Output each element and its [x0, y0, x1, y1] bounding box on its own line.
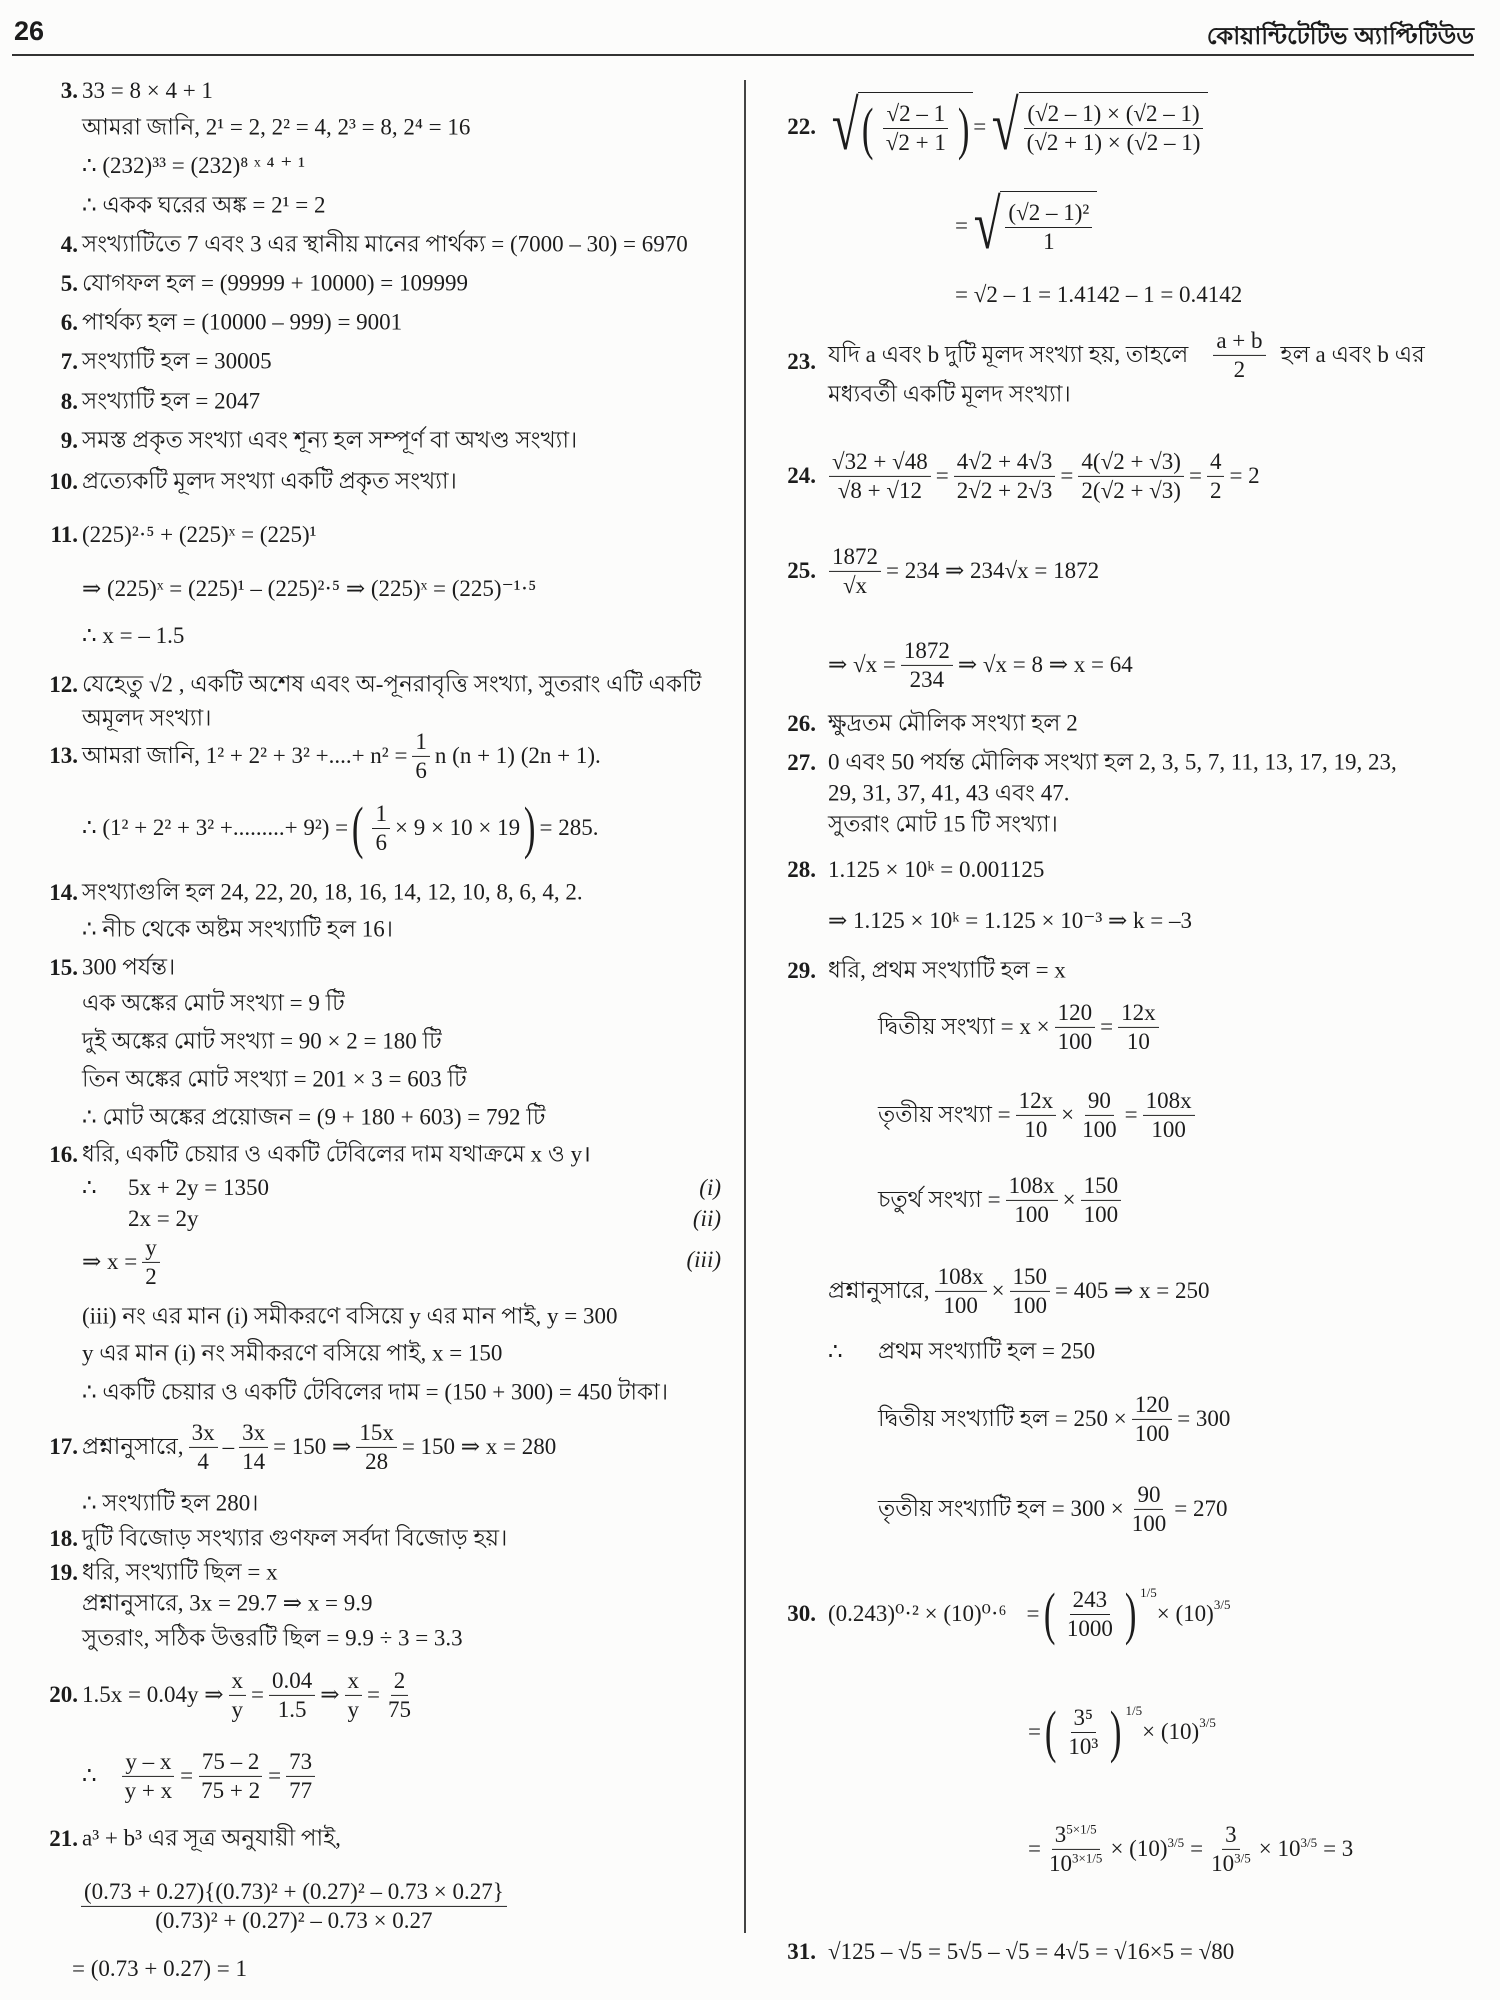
equals: = [1124, 1102, 1138, 1127]
answer-line: তিন অঙ্কের মোট সংখ্যা = 201 × 3 = 603 টি [82, 1066, 467, 1092]
fraction [1046, 1821, 1105, 1877]
answer-line: মধ্যবর্তী একটি মূলদ সংখ্যা। [828, 381, 1071, 407]
square-root [986, 92, 1208, 162]
numerator: 3 [1222, 1821, 1240, 1850]
text: হল a এবং b এর [1280, 341, 1425, 367]
equals: = [1028, 1836, 1041, 1861]
item-number: 10. [49, 469, 78, 494]
right-paren: ) [1124, 1581, 1137, 1646]
numerator: 1872 [901, 637, 953, 666]
fraction [286, 1748, 315, 1804]
exponent: 3/5 [1167, 1834, 1185, 1850]
item-number: 27. [787, 750, 816, 775]
denominator: 2(√2 + √3) [1081, 477, 1181, 503]
text: = 270 [1174, 1496, 1228, 1521]
answer-line: প্রশ্নানুসারে, 3x = 29.7 ⇒ x = 9.9 [82, 1590, 373, 1616]
fraction [229, 1667, 247, 1723]
answer-line: ⇒ (225)ˣ = (225)¹ – (225)²·⁵ ⇒ (225)ˣ = (225)⁻¹·⁵ [82, 576, 537, 601]
answer-line: = (0.73 + 0.27) = 1 [72, 1956, 247, 1981]
equals: = [1060, 463, 1074, 488]
equals: = [180, 1763, 194, 1788]
text: × 9 × 10 × 19 [394, 815, 521, 840]
answer-line [824, 448, 1260, 504]
answer-line: সংখ্যাগুলি হল 24, 22, 20, 18, 16, 14, 12, 10, 8, 6, 4, 2. [82, 879, 583, 905]
denominator: (0.73)² + (0.27)² – 0.73 × 0.27 [155, 1907, 433, 1933]
item-number: 5. [60, 271, 78, 296]
answer-line: সুতরাং মোট 15 টি সংখ্যা। [828, 811, 1058, 837]
answer-line: এক অঙ্কের মোট সংখ্যা = 9 টি [82, 990, 345, 1016]
denominator: 77 [289, 1777, 313, 1803]
text: × (10) [1110, 1836, 1168, 1861]
denominator: y [231, 1696, 243, 1722]
answer-line: 1.125 × 10ᵏ = 0.001125 [828, 857, 1045, 882]
fraction [142, 1234, 160, 1290]
answer-line [878, 1087, 1200, 1143]
numerator: 243 [1070, 1586, 1111, 1615]
text: আমরা জানি, 1² + 2² + 3² +....+ n² = [82, 742, 408, 768]
numerator: 150 [1010, 1263, 1051, 1292]
fraction [122, 1748, 175, 1804]
answer-line [878, 1481, 1227, 1537]
answer-line: সংখ্যাটি হল = 30005 [82, 348, 272, 374]
text: = 150 ⇒ x = 280 [401, 1434, 557, 1459]
numerator: 3x [239, 1419, 268, 1448]
answer-line: প্রত্যেকটি মূলদ সংখ্যা একটি প্রকৃত সংখ্যা। [82, 468, 457, 494]
item-number: 9. [60, 428, 78, 453]
answer-line [1028, 1699, 1216, 1764]
fraction [954, 448, 1056, 504]
left-paren: ( [1044, 1699, 1057, 1764]
answer-line: = √2 – 1 = 1.4142 – 1 = 0.4142 [955, 282, 1243, 307]
numerator: 15x [356, 1419, 397, 1448]
numerator: 108x [935, 1263, 987, 1292]
item-number: 19. [49, 1560, 78, 1585]
answer-line: ∴ সংখ্যাটি হল 280। [82, 1490, 259, 1516]
fraction [1006, 1172, 1058, 1228]
numerator: 12x [1016, 1087, 1057, 1116]
numerator: y – x [122, 1748, 174, 1777]
item-number: 11. [50, 522, 78, 547]
item-number: 21. [49, 1826, 78, 1851]
equals: = [1190, 1836, 1204, 1861]
book-title: কোয়ান্টিটেটিভ অ্যাপ্টিটিউড [1206, 23, 1474, 50]
fraction [189, 1419, 218, 1475]
numerator: 1872 [829, 543, 881, 572]
denominator: 6 [415, 757, 427, 783]
item-number: 13. [49, 743, 78, 768]
numerator: 90 [1085, 1087, 1114, 1116]
answer-line: দুটি বিজোড় সংখ্যার গুণফল সর্বদা বিজোড় হয়। [82, 1525, 508, 1551]
numerator: 75 – 2 [199, 1748, 263, 1777]
numerator: √ (√2 – 1) × (√2 – 1) [1024, 100, 1202, 129]
denominator: 75 + 2 [201, 1777, 261, 1803]
item-number: 7. [60, 349, 78, 374]
fraction [1065, 1704, 1101, 1760]
answer-line [878, 1391, 1230, 1447]
denominator: 100 [1082, 1116, 1117, 1142]
denominator: 28 [365, 1448, 389, 1474]
therefore-symbol: ∴ [82, 1175, 97, 1200]
therefore-symbol: ∴ [828, 1339, 843, 1364]
text: = 300 [1177, 1406, 1231, 1431]
item-number: 8. [60, 389, 78, 414]
numerator: 108x [1006, 1172, 1058, 1201]
numerator: 150 [1081, 1172, 1122, 1201]
answer-line: সমস্ত প্রকৃত সংখ্যা এবং শূন্য হল সম্পূর্ণ বা অখণ্ড সংখ্যা। [82, 427, 578, 453]
equals: = [955, 213, 968, 238]
numerator: 108x [1143, 1087, 1195, 1116]
item-number: 3. [60, 78, 78, 103]
denominator: 75 [388, 1696, 411, 1722]
answer-line: ∴ x = – 1.5 [82, 623, 185, 648]
answer-line: ⇒ 1.125 × 10ᵏ = 1.125 × 10⁻³ ⇒ k = –3 [828, 908, 1192, 933]
times: × [1061, 1102, 1075, 1127]
numerator: 2 [391, 1667, 409, 1696]
numerator: 120 [1055, 999, 1096, 1028]
fraction [198, 1748, 263, 1804]
item-number: 4. [60, 232, 78, 257]
answer-line: ∴ (232)³³ = (232)⁸ ˣ ⁴ ⁺ ¹ [82, 153, 306, 178]
text: (0.243)⁰·² × (10)⁰·⁶ [828, 1601, 1007, 1626]
text: তৃতীয় সংখ্যা = [878, 1101, 1011, 1127]
fraction [1118, 999, 1159, 1055]
text: = 2 [1229, 463, 1260, 488]
fraction [829, 543, 881, 599]
answer-line [82, 1748, 320, 1804]
numerator: x [229, 1667, 247, 1696]
text: n (n + 1) (2n + 1). [434, 743, 601, 768]
numerator: 120 [1132, 1391, 1173, 1420]
fraction [1016, 1087, 1057, 1143]
equals: = [367, 1682, 380, 1707]
exponent: 3×1/5 [1071, 1849, 1103, 1865]
item-number: 24. [787, 463, 816, 488]
answer-line [826, 92, 1208, 162]
answer-line [1028, 1821, 1353, 1877]
numerator: 4(√2 + √3) [1078, 448, 1184, 477]
denominator: 100 [943, 1292, 978, 1318]
numerator: 1 [372, 800, 390, 829]
text: প্রশ্নানুসারে, [828, 1277, 930, 1303]
fraction [1213, 327, 1265, 383]
answer-line: আমরা জানি, 2¹ = 2, 2² = 4, 2³ = 8, 2⁴ = 16 [82, 114, 471, 140]
numerator: 73 [286, 1748, 315, 1777]
answer-line: 0 এবং 50 পর্যন্ত মৌলিক সংখ্যা হল 2, 3, 5, 7, 11, 13, 17, 19, 23, [828, 749, 1397, 775]
square-root [826, 92, 973, 162]
fraction [1079, 1087, 1120, 1143]
answer-line [828, 637, 1133, 693]
fraction [1143, 1087, 1195, 1143]
answer-line [824, 543, 1099, 599]
item-number: 25. [787, 558, 816, 583]
fraction [239, 1419, 268, 1475]
answer-line: সুতরাং, সঠিক উত্তরটি ছিল = 9.9 ÷ 3 = 3.3 [82, 1625, 463, 1651]
answer-line: ∴ একটি চেয়ার ও একটি টেবিলের দাম = (150 + 300) = 450 টাকা। [82, 1379, 669, 1405]
text: = 405 ⇒ x = 250 [1055, 1278, 1210, 1303]
answer-line [878, 1172, 1126, 1228]
equation: 2x = 2y [128, 1206, 199, 1231]
text: যদি a এবং b দুটি মূলদ সংখ্যা হয়, তাহলে [828, 341, 1189, 367]
fraction [1207, 448, 1225, 504]
answer-line [955, 191, 1097, 261]
item-number: 17. [49, 1434, 78, 1459]
equation [82, 1234, 165, 1290]
answer-line: 33 = 8 × 4 + 1 [82, 78, 213, 103]
equals: = [935, 463, 949, 488]
answer-line: যোগফল হল = (99999 + 10000) = 109999 [82, 270, 468, 296]
answer-line [878, 999, 1164, 1055]
numerator: a + b [1213, 327, 1265, 356]
numerator: 1 [412, 728, 430, 757]
numerator: x [345, 1667, 363, 1696]
denominator [1208, 1850, 1254, 1878]
denominator: 234 [909, 666, 945, 692]
item-number: 15. [49, 955, 78, 980]
square-root [968, 191, 1097, 261]
fraction [1129, 1481, 1170, 1537]
fraction [1024, 100, 1204, 156]
answer-line: a³ + b³ এর সূত্র অনুযায়ী পাই, [82, 1825, 341, 1851]
right-paren: ) [524, 795, 536, 860]
times: × [1062, 1187, 1076, 1212]
answer-line: 300 পর্যন্ত। [82, 954, 176, 980]
item-number: 31. [787, 1939, 816, 1964]
denominator: 100 [1057, 1028, 1093, 1054]
text: দ্বিতীয় সংখ্যা = x × [878, 1013, 1050, 1039]
equals: = [973, 114, 987, 139]
text: = 234 ⇒ 234√x = 1872 [886, 558, 1100, 583]
equation-tag: (ii) [692, 1206, 721, 1231]
answer-line [82, 795, 599, 860]
answer-line: (iii) নং এর মান (i) সমীকরণে বসিয়ে y এর মান পাই, y = 300 [82, 1303, 618, 1329]
denominator: 10 [1126, 1028, 1150, 1054]
denominator: √x [842, 572, 868, 598]
text: ⇒ √x = 8 ⇒ x = 64 [957, 652, 1133, 677]
denominator: √8 + √12 [837, 477, 922, 503]
numerator: 4√2 + 4√3 [954, 448, 1056, 477]
therefore-symbol: ∴ [82, 1763, 97, 1788]
fraction [412, 728, 430, 784]
answer-line [82, 1667, 419, 1723]
answer-line: পার্থক্য হল = (10000 – 999) = 9001 [82, 309, 403, 335]
left-paren: √ ( [862, 95, 874, 161]
item-number: 16. [49, 1142, 78, 1167]
equals: = [268, 1763, 282, 1788]
fraction [829, 448, 931, 504]
denominator: 2 [1209, 477, 1222, 503]
base: 3 [1054, 1821, 1067, 1847]
text: 1.5x = 0.04y ⇒ [82, 1682, 224, 1707]
answer-line: y এর মান (i) নং সমীকরণে বসিয়ে পাই, x = 150 [82, 1340, 503, 1366]
base: 10 [1211, 1850, 1235, 1876]
denominator: 100 [1131, 1510, 1167, 1536]
text: – [222, 1434, 235, 1459]
text: = 285. [539, 815, 599, 840]
item-number: 14. [49, 880, 78, 905]
fraction [883, 100, 949, 156]
denominator: y [347, 1696, 360, 1722]
numerator: 12x [1118, 999, 1159, 1028]
exponent: 5×1/5 [1066, 1821, 1097, 1837]
equals: = [1028, 1719, 1041, 1744]
denominator [1046, 1850, 1105, 1878]
denominator: 14 [242, 1448, 266, 1474]
numerator: 90 [1134, 1481, 1163, 1510]
denominator: 1000 [1066, 1615, 1113, 1641]
denominator: 1 [1043, 229, 1055, 254]
right-paren: ) [1110, 1699, 1122, 1764]
fraction [269, 1667, 315, 1723]
text: × (10) [1156, 1601, 1214, 1626]
numerator: 3⁵ [1071, 1704, 1097, 1733]
item-number: 30. [787, 1601, 816, 1626]
fraction [81, 1878, 507, 1934]
answer-line: ∴ একক ঘরের অঙ্ক = 2¹ = 2 [82, 192, 326, 218]
equals: = [1188, 463, 1202, 488]
equation-tag: (i) [699, 1175, 721, 1200]
header-rule [12, 54, 1474, 56]
fraction [1064, 1586, 1116, 1642]
denominator: 1.5 [277, 1696, 307, 1722]
denominator: 2 [1233, 356, 1246, 382]
text: = 3 [1323, 1836, 1354, 1861]
answer-line: ধরি, একটি চেয়ার ও একটি টেবিলের দাম যথাক্রমে x ও y। [82, 1141, 591, 1167]
fraction [901, 637, 953, 693]
denominator: 100 [1012, 1292, 1048, 1318]
equals: = [1026, 1601, 1040, 1626]
numerator: 3x [189, 1419, 218, 1448]
exponent: 3/5 [1199, 1715, 1216, 1730]
text: ⇒ x = [82, 1249, 138, 1274]
numerator: y [142, 1234, 160, 1263]
answer-line: ধরি, সংখ্যাটি ছিল = x [82, 1559, 278, 1585]
answer-line: যেহেতু √2 , একটি অশেষ এবং অ-পূনরাবৃত্তি সংখ্যা, সুতরাং এটি একটি [82, 671, 702, 697]
answer-line: 29, 31, 37, 41, 43 এবং 47. [828, 780, 1070, 806]
text: প্রশ্নানুসারে, [82, 1433, 184, 1459]
answer-line [828, 1581, 1231, 1646]
denominator: 10 [1024, 1116, 1048, 1142]
answer-line: প্রথম সংখ্যাটি হল = 250 [878, 1338, 1096, 1364]
text: ⇒ √x = [828, 652, 896, 677]
item-number: 18. [49, 1526, 78, 1551]
fraction [1208, 1821, 1254, 1877]
denominator: 2 [145, 1263, 157, 1289]
exponent: 3/5 [1234, 1849, 1251, 1865]
left-paren: ( [1043, 1581, 1055, 1646]
item-number: 29. [787, 958, 816, 983]
numerator: 4 [1207, 448, 1225, 477]
fraction [1055, 999, 1096, 1055]
fraction [345, 1667, 363, 1723]
answer-line [76, 1878, 512, 1934]
text: × (10) [1142, 1719, 1200, 1744]
denominator: 4 [197, 1448, 209, 1474]
fraction [935, 1263, 987, 1319]
page-number: 26 [14, 16, 45, 46]
denominator: 100 [1083, 1201, 1119, 1227]
answer-line [828, 1263, 1210, 1319]
denominator: (√2 + 1) × (√2 – 1) [1026, 130, 1201, 155]
item-number: 12. [49, 672, 78, 697]
fraction [385, 1667, 414, 1723]
denominator: 100 [1151, 1116, 1186, 1142]
numerator: (0.73 + 0.27){(0.73)² + (0.27)² – 0.73 × 0.27} [81, 1878, 507, 1907]
text: তৃতীয় সংখ্যাটি হল = 300 × [878, 1495, 1124, 1521]
right-paren: ) [957, 95, 970, 161]
numerator [1052, 1821, 1100, 1850]
denominator: 10³ [1068, 1733, 1099, 1759]
column-divider [744, 80, 746, 1933]
numerator: √ (√2 – 1)² [1005, 199, 1092, 228]
fraction [1078, 448, 1184, 504]
text: দ্বিতীয় সংখ্যাটি হল = 250 × [878, 1405, 1127, 1431]
text: ∴ (1² + 2² + 3² +.........+ 9²) = [82, 815, 349, 840]
base: 10 [1048, 1850, 1072, 1876]
fraction [1005, 199, 1092, 255]
equals: = [251, 1682, 264, 1707]
exponent: 1/5 [1125, 1703, 1143, 1718]
times: × [991, 1278, 1005, 1303]
equation: 5x + 2y = 1350 [128, 1175, 269, 1200]
answer-line: √125 – √5 = 5√5 – √5 = 4√5 = √16×5 = √80 [828, 1939, 1235, 1964]
fraction [1081, 1172, 1122, 1228]
item-number: 20. [49, 1682, 78, 1707]
equation-tag: (iii) [686, 1247, 721, 1272]
item-number: 28. [787, 857, 816, 882]
exponent: 3/5 [1300, 1834, 1318, 1850]
answer-line [82, 1419, 556, 1475]
implies: ⇒ [320, 1682, 340, 1707]
item-number: 26. [787, 711, 816, 736]
answer-line: অমূলদ সংখ্যা। [82, 705, 212, 731]
answer-line: (225)²·⁵ + (225)ˣ = (225)¹ [82, 522, 317, 547]
equals: = [1100, 1014, 1114, 1039]
answer-line [82, 728, 601, 784]
fraction [372, 800, 390, 856]
answer-line: সংখ্যাটিতে 7 এবং 3 এর স্থানীয় মানের পার্থক্য = (7000 – 30) = 6970 [82, 231, 688, 257]
left-paren: ( [352, 795, 364, 860]
item-number: 6. [60, 310, 78, 335]
answer-line: ∴ মোট অঙ্কের প্রয়োজন = (9 + 180 + 603) = 792 টি [82, 1104, 546, 1130]
answer-line: দুই অঙ্কের মোট সংখ্যা = 90 × 2 = 180 টি [82, 1028, 442, 1054]
answer-line: সংখ্যাটি হল = 2047 [82, 388, 261, 414]
text: × 10 [1258, 1836, 1301, 1861]
denominator: 6 [375, 829, 387, 855]
denominator: 2√2 + 2√3 [956, 477, 1053, 503]
exponent: 1/5 [1140, 1585, 1157, 1600]
text: চতুর্থ সংখ্যা = [878, 1186, 1001, 1212]
item-number: 22. [787, 114, 816, 139]
fraction [356, 1419, 397, 1475]
numerator: 0.04 [269, 1667, 315, 1696]
answer-line: ক্ষুদ্রতম মৌলিক সংখ্যা হল 2 [828, 710, 1078, 736]
answer-line: ধরি, প্রথম সংখ্যাটি হল = x [828, 957, 1066, 983]
denominator: 100 [1134, 1420, 1170, 1446]
denominator: 100 [1014, 1201, 1049, 1227]
denominator: y + x [124, 1777, 173, 1803]
text: = 150 ⇒ [273, 1434, 352, 1459]
exponent: 3/5 [1213, 1597, 1231, 1612]
fraction [1010, 1263, 1051, 1319]
numerator: √32 + √48 [829, 448, 931, 477]
item-number: 23. [787, 349, 816, 374]
answer-line: ∴ নীচ থেকে অষ্টম সংখ্যাটি হল 16। [82, 916, 393, 942]
denominator: √2 + 1 [885, 130, 946, 155]
fraction [1132, 1391, 1173, 1447]
numerator: √2 – 1 [883, 100, 948, 129]
